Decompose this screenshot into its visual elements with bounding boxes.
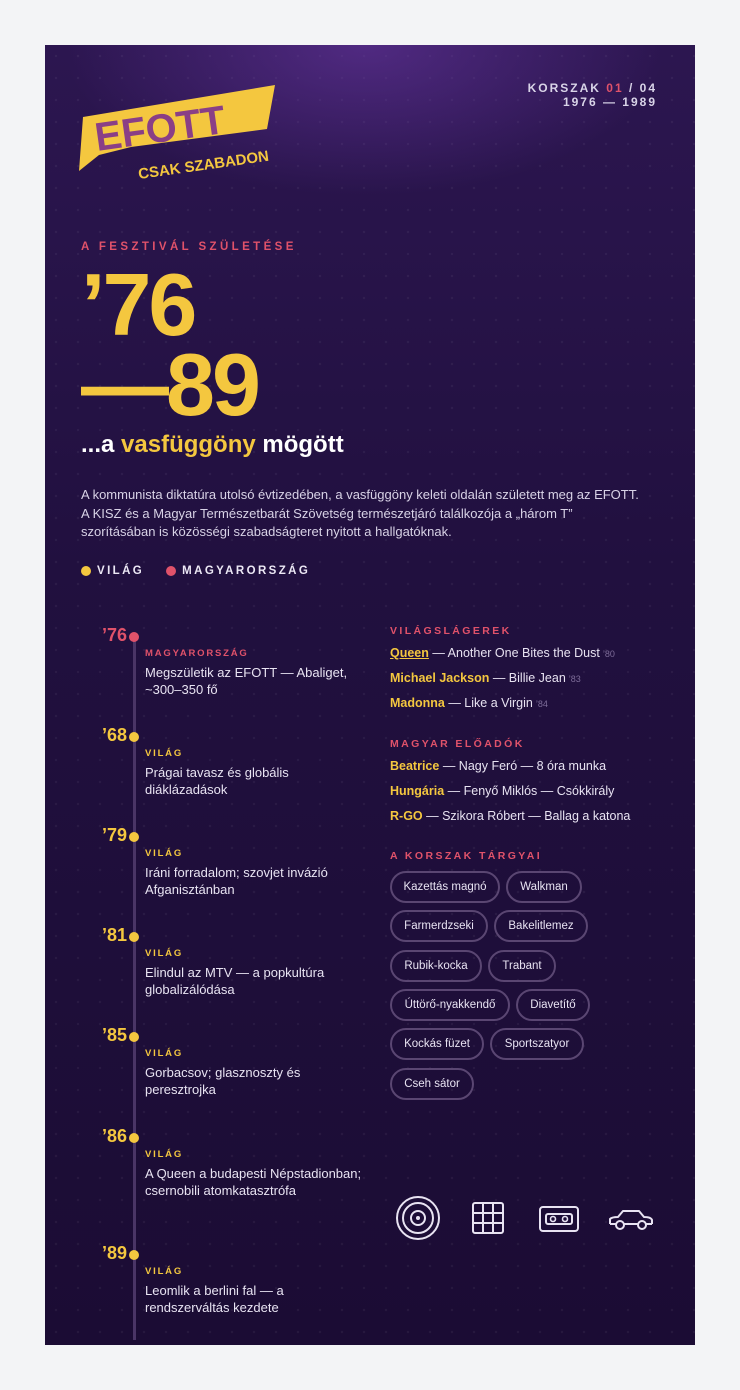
performer-song: — Szikora Róbert — Ballag a katona	[422, 809, 631, 823]
hit-song: — Billie Jean	[489, 671, 566, 685]
event-year: ’68	[101, 725, 127, 745]
hit-item	[390, 696, 548, 710]
event-year: ’85	[101, 1025, 127, 1045]
object-chip[interactable]: Bakelitlemez	[494, 910, 588, 942]
timeline-line	[133, 638, 136, 1340]
era-panel	[45, 45, 695, 1345]
object-chip[interactable]: Farmerdzseki	[390, 910, 488, 942]
event-year: ’81	[101, 925, 127, 945]
timeline	[45, 620, 375, 1340]
event-year: ’89	[101, 1243, 127, 1263]
event-category: VILÁG	[145, 1266, 184, 1277]
performer-item	[390, 809, 630, 823]
legend-world-dot	[81, 566, 91, 576]
era-range: 1976 — 1989	[562, 95, 657, 109]
event-text: Megszületik az EFOTT — Abaliget, ~300–350 fő	[145, 665, 348, 697]
object-chip[interactable]: Úttörő-nyakkendő	[390, 989, 510, 1021]
event-category: VILÁG	[145, 1149, 184, 1160]
object-chip[interactable]: Walkman	[506, 871, 582, 903]
hit-year: ’83	[568, 674, 581, 684]
hit-item	[390, 646, 615, 660]
trabant-car-icon	[608, 1207, 654, 1231]
legend-world	[81, 565, 144, 577]
hit-year: ’80	[602, 649, 615, 659]
performer-artist: Beatrice	[390, 759, 440, 773]
hit-song: — Another One Bites the Dust	[428, 646, 600, 660]
timeline-node	[129, 1250, 139, 1260]
event-text: A Queen a budapesti Népstadionban; csernobili atomkatasztrófa	[145, 1166, 362, 1198]
hit-artist: Madonna	[390, 696, 445, 710]
event-text: Gorbacsov; glasznoszty és peresztrojka	[145, 1065, 301, 1097]
hit-artist: Queen	[390, 646, 429, 660]
timeline-node	[129, 732, 139, 742]
event-category: VILÁG	[145, 1048, 184, 1059]
hits-heading: VILÁGSLÁGEREK	[390, 625, 512, 637]
era-years	[81, 255, 258, 434]
object-chip[interactable]: Trabant	[488, 950, 556, 982]
era-total: 04	[639, 81, 657, 95]
subtitle-pre: ...a	[81, 431, 122, 458]
event-year: ’76	[101, 625, 127, 645]
event-category: VILÁG	[145, 948, 184, 959]
era-counter	[528, 81, 657, 109]
objects-heading: A KORSZAK TÁRGYAI	[390, 850, 543, 862]
performer-item	[390, 759, 606, 773]
timeline-node	[129, 632, 139, 642]
event-text: Prágai tavasz és globális diáklázadások	[145, 765, 289, 797]
timeline-node	[129, 832, 139, 842]
hit-song: — Like a Virgin	[444, 696, 533, 710]
event-text: Iráni forradalom; szovjet invázió Afganisztánban	[145, 865, 328, 897]
era-current: 01	[606, 81, 624, 95]
event-text: Leomlik a berlini fal — a rendszerváltás kezdete	[145, 1283, 284, 1315]
object-chip[interactable]: Kockás füzet	[390, 1028, 484, 1060]
legend-hungary-dot	[166, 566, 176, 576]
logo-word: EFOTT	[92, 98, 229, 160]
timeline-node	[129, 932, 139, 942]
performer-item	[390, 784, 614, 798]
legend-world-label: VILÁG	[97, 565, 145, 577]
event-category: VILÁG	[145, 748, 184, 759]
performer-song: — Nagy Feró — 8 óra munka	[439, 759, 607, 773]
object-chip[interactable]: Diavetítő	[516, 989, 590, 1021]
performer-artist: Hungária	[390, 784, 445, 798]
years-line-2: —89	[81, 335, 258, 434]
cassette-tape-icon	[538, 1205, 580, 1233]
performer-artist: R-GO	[390, 809, 423, 823]
subtitle-post: mögött	[255, 431, 344, 458]
timeline-node	[129, 1032, 139, 1042]
performers-heading: MAGYAR ELŐADÓK	[390, 738, 525, 750]
object-chip[interactable]: Rubik-kocka	[390, 950, 482, 982]
subtitle-highlight: vasfüggöny	[121, 431, 256, 458]
hit-artist: Michael Jackson	[390, 671, 490, 685]
timeline-node	[129, 1133, 139, 1143]
rubik-cube-icon	[471, 1201, 505, 1235]
section-kicker: A FESZTIVÁL SZÜLETÉSE	[81, 241, 297, 253]
event-category: VILÁG	[145, 848, 184, 859]
object-chip[interactable]: Kazettás magnó	[390, 871, 500, 903]
era-sep: /	[623, 81, 640, 95]
legend	[81, 565, 310, 577]
intro-paragraph: A kommunista diktatúra utolsó évtizedében, a vasfüggöny keleti oldalán született meg az EFOTT. A KISZ és a Magyar Természetbarát Szövetség természetjáró találkozója a „három T” szorításában is közösségi szabadságteret nyitott a hallgatóknak.	[81, 487, 639, 539]
years-line-1: ’76	[81, 255, 195, 354]
logo-tagline: CSAK SZABADON	[137, 147, 270, 183]
event-year: ’79	[101, 825, 127, 845]
performer-song: — Fenyő Miklós — Csókkirály	[444, 784, 615, 798]
legend-hungary	[166, 565, 310, 577]
hit-item	[390, 671, 581, 685]
vinyl-record-icon	[395, 1195, 441, 1241]
event-category: MAGYARORSZÁG	[145, 648, 249, 659]
hit-year: ’84	[535, 699, 548, 709]
event-text: Elindul az MTV — a popkultúra globalizálódása	[145, 965, 325, 997]
efott-logo	[79, 85, 279, 185]
object-chip[interactable]: Sportszatyor	[490, 1028, 584, 1060]
event-year: ’86	[101, 1126, 127, 1146]
legend-hungary-label: MAGYARORSZÁG	[182, 565, 311, 577]
object-chip[interactable]: Cseh sátor	[390, 1068, 474, 1100]
era-counter-label: KORSZAK	[527, 81, 601, 95]
era-subtitle	[81, 431, 344, 459]
